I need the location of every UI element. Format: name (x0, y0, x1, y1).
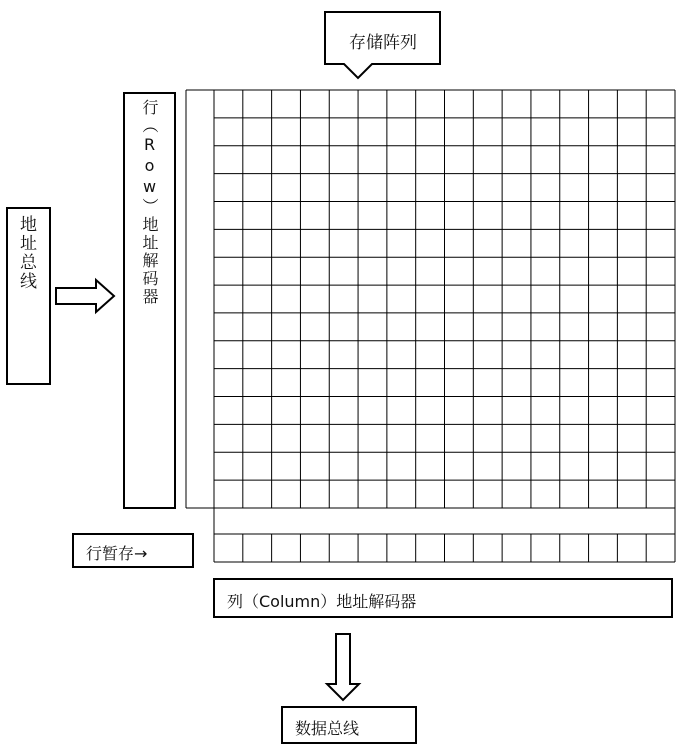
row-buffer-box (72, 533, 194, 568)
address-bus-label: 地址总线 (16, 215, 36, 291)
row-buffer-label: 行暂存→ (86, 544, 148, 563)
data-bus-label: 数据总线 (295, 719, 360, 738)
row-decoder-label: 行（Row）地址解码器 (140, 99, 159, 306)
callout-title: 存储阵列 (349, 33, 417, 53)
data-bus-box (281, 706, 417, 744)
row-decoder-box (123, 92, 176, 509)
column-decoder-label: 列（Column）地址解码器 (227, 592, 417, 611)
right-arrow-icon (56, 280, 114, 312)
address-bus-box (6, 207, 51, 385)
column-decoder-box (213, 578, 673, 618)
down-arrow-icon (327, 634, 359, 700)
